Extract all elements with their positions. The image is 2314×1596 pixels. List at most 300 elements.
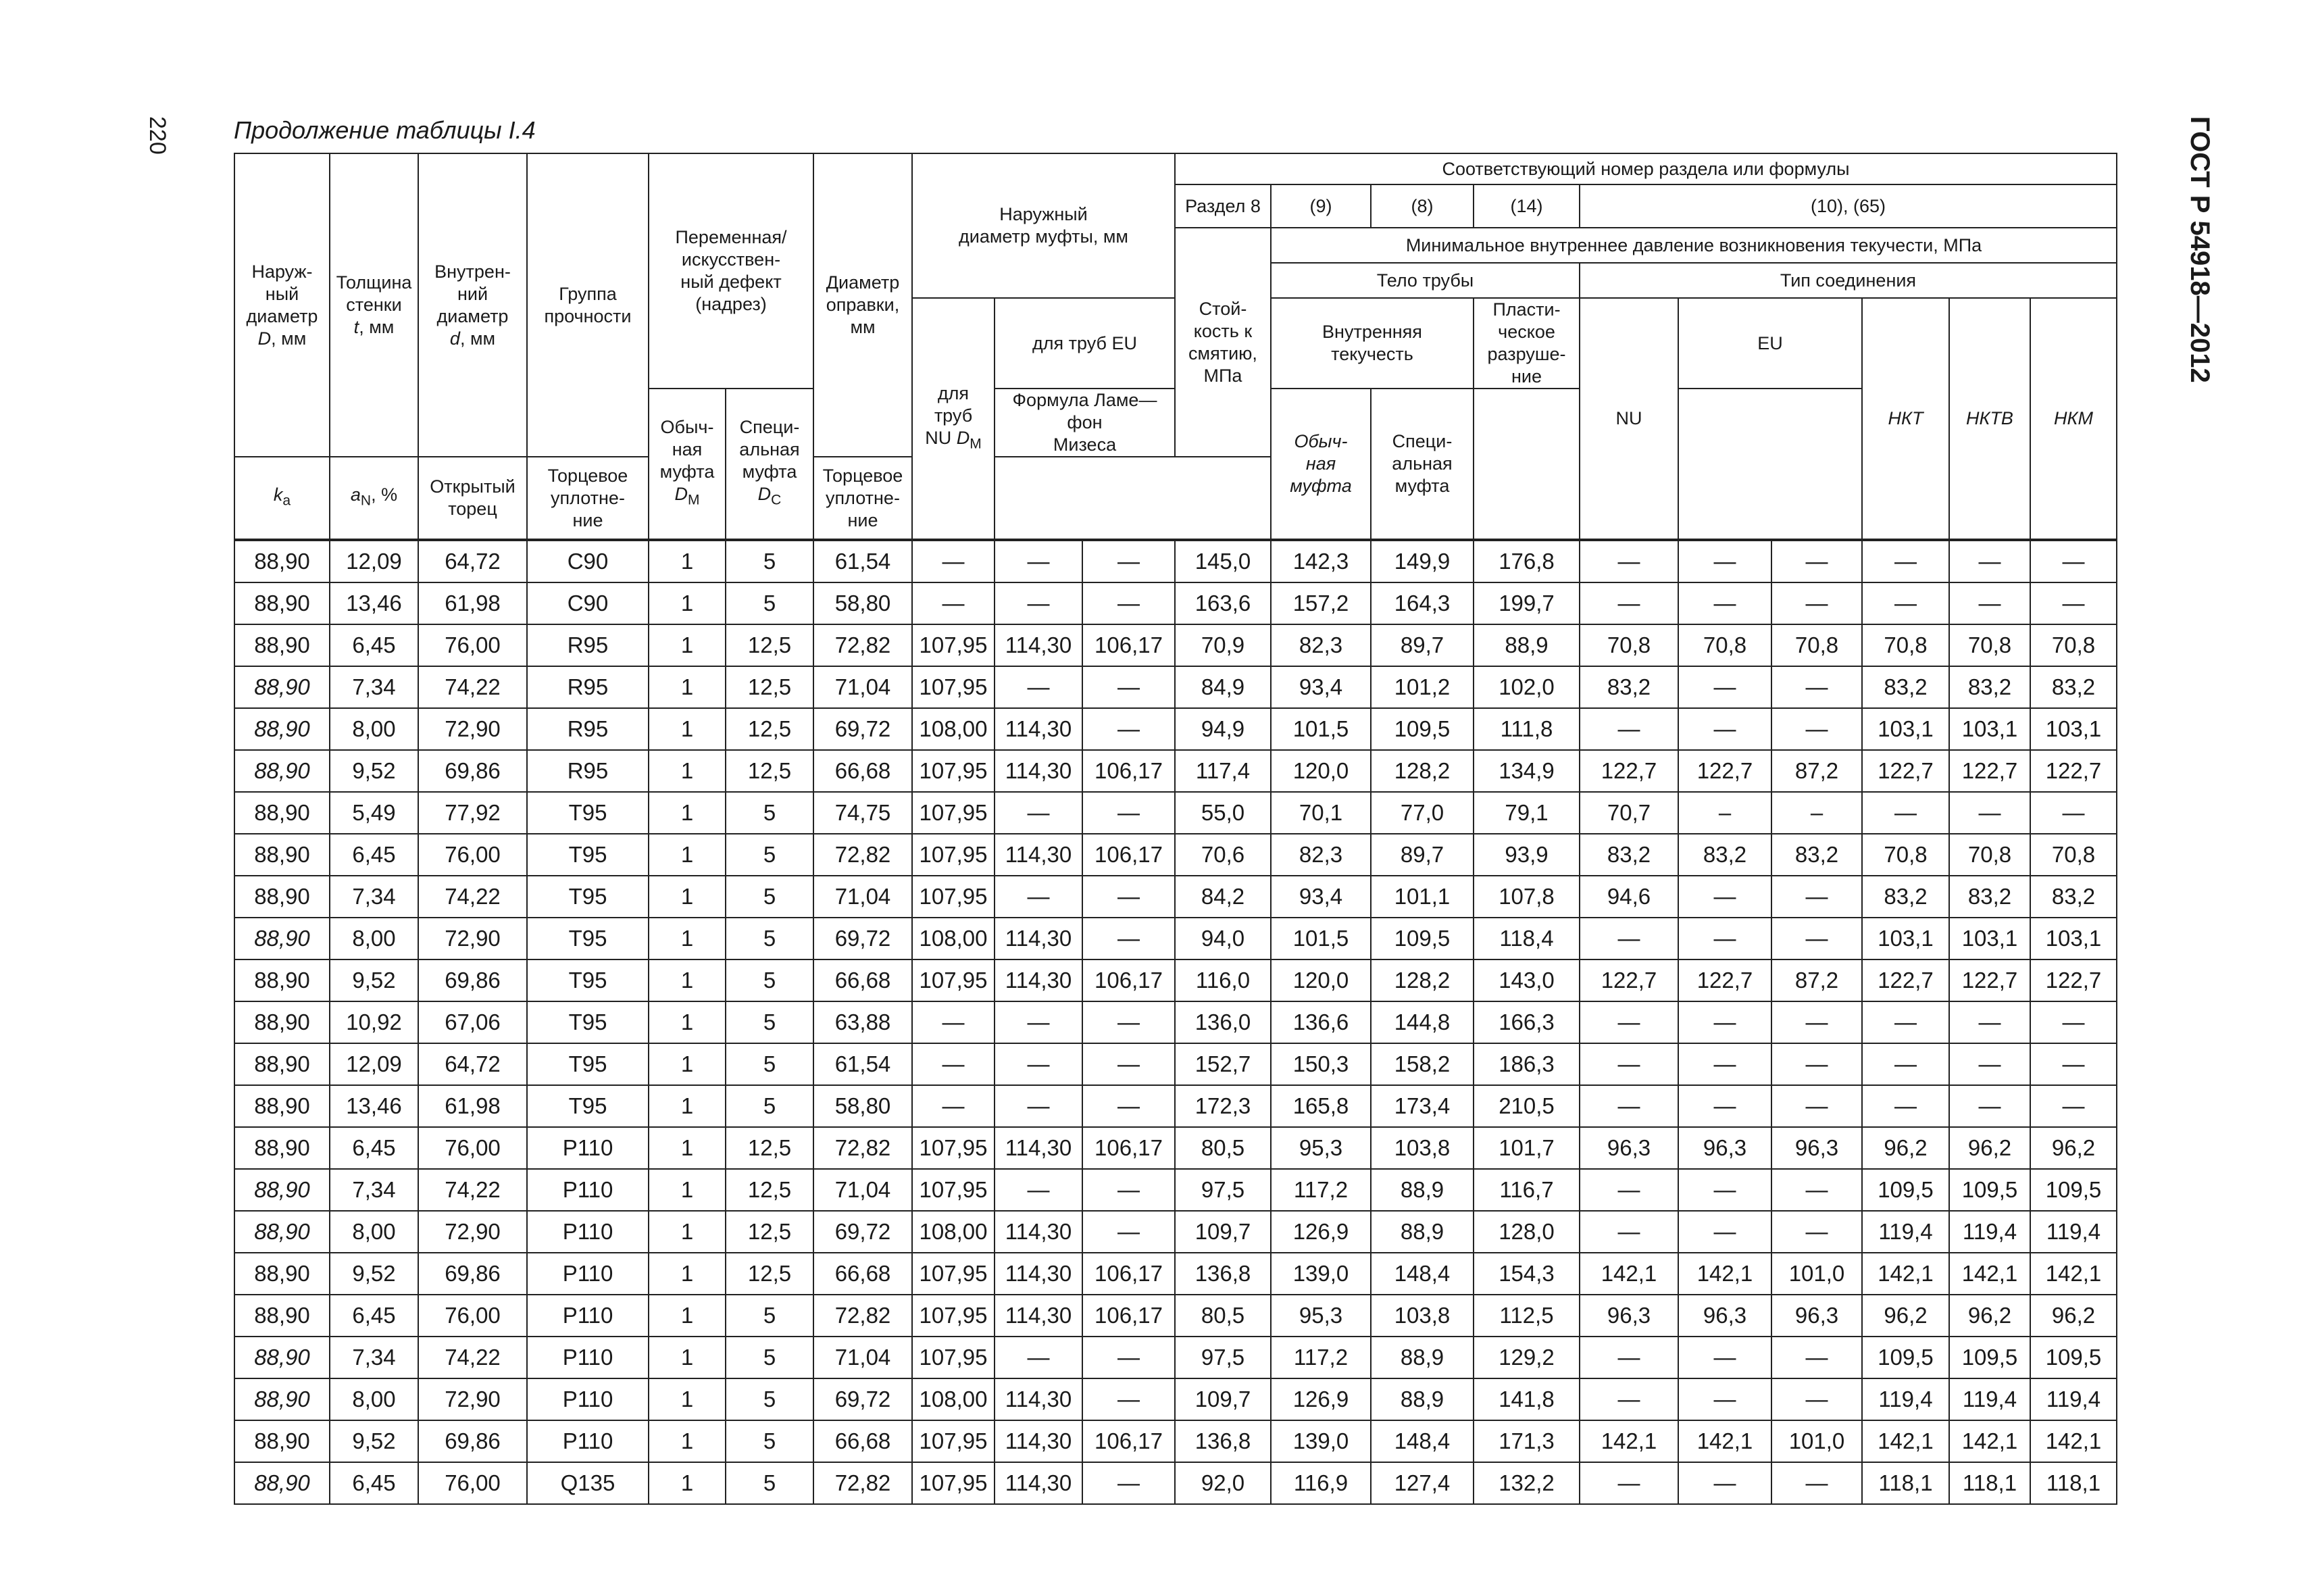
- table-cell: 118,1: [1862, 1462, 1949, 1504]
- hdr-formula-10-65: (10), (65): [1580, 184, 2117, 228]
- table-cell: 134,9: [1474, 750, 1580, 792]
- table-cell: —: [1771, 1462, 1862, 1504]
- table-cell: 107,95: [912, 1462, 995, 1504]
- table-cell: 172,3: [1175, 1085, 1271, 1127]
- table-cell: 106,17: [1082, 1253, 1175, 1295]
- table-cell: 6,45: [330, 1127, 418, 1169]
- table-cell: T95: [527, 1001, 649, 1043]
- table-cell: 145,0: [1175, 540, 1271, 582]
- table-row: [234, 876, 2117, 918]
- table-cell: 83,2: [1949, 876, 2030, 918]
- table-cell: 114,30: [995, 1253, 1082, 1295]
- table-cell: 8,00: [330, 1378, 418, 1420]
- table-cell: 1: [649, 1462, 726, 1504]
- table-cell: 129,2: [1474, 1337, 1580, 1378]
- table-cell: 119,4: [1862, 1211, 1949, 1253]
- table-cell: 88,90: [234, 1420, 330, 1462]
- table-cell: 83,2: [1580, 834, 1678, 876]
- table-cell: 5: [726, 792, 813, 834]
- table-cell: 88,90: [234, 582, 330, 624]
- table-cell: 5: [726, 1085, 813, 1127]
- table-cell: —: [1082, 876, 1175, 918]
- table-cell: 141,8: [1474, 1378, 1580, 1420]
- table-row: [234, 1043, 2117, 1085]
- table-cell: T95: [527, 1085, 649, 1127]
- table-cell: 9,52: [330, 750, 418, 792]
- table-cell: R95: [527, 750, 649, 792]
- table-cell: 116,7: [1474, 1169, 1580, 1211]
- table-cell: 106,17: [1082, 750, 1175, 792]
- table-cell: 95,3: [1271, 1295, 1371, 1337]
- table-cell: 117,2: [1271, 1169, 1371, 1211]
- table-cell: 103,1: [1949, 918, 2030, 959]
- table-cell: 143,0: [1474, 959, 1580, 1001]
- table-cell: 107,95: [912, 1127, 995, 1169]
- table-cell: 106,17: [1082, 1295, 1175, 1337]
- table-cell: —: [1082, 1462, 1175, 1504]
- table-cell: 109,5: [1949, 1337, 2030, 1378]
- hdr-collapse-resistance: Стой- кость к смятию, МПа: [1175, 228, 1271, 457]
- table-cell: 9,52: [330, 959, 418, 1001]
- table-row: [234, 666, 2117, 708]
- table-cell: 107,95: [912, 959, 995, 1001]
- hdr-eu-regular: Обыч- ная муфта: [1271, 389, 1371, 540]
- table-cell: 12,5: [726, 750, 813, 792]
- table-cell: —: [1580, 1462, 1678, 1504]
- table-cell: 107,95: [912, 1253, 995, 1295]
- hdr-wall-thickness: Толщина стенки t, мм: [330, 153, 418, 457]
- table-cell: —: [1580, 918, 1678, 959]
- table-cell: 80,5: [1175, 1127, 1271, 1169]
- table-cell: —: [1771, 918, 1862, 959]
- table-cell: —: [1580, 1001, 1678, 1043]
- table-cell: 101,1: [1371, 876, 1474, 918]
- table-cell: 1: [649, 708, 726, 750]
- table-cell: —: [995, 792, 1082, 834]
- table-cell: —: [1862, 1085, 1949, 1127]
- table-cell: 103,1: [1949, 708, 2030, 750]
- table-cell: —: [1949, 1043, 2030, 1085]
- table-cell: 72,82: [813, 1295, 912, 1337]
- table-cell: —: [1771, 1043, 1862, 1085]
- table-cell: 5: [726, 918, 813, 959]
- table-cell: C90: [527, 582, 649, 624]
- table-cell: 107,95: [912, 1169, 995, 1211]
- table-cell: —: [1678, 540, 1771, 582]
- table-cell: 142,1: [1949, 1253, 2030, 1295]
- table-cell: 94,6: [1580, 876, 1678, 918]
- table-cell: 13,46: [330, 1085, 418, 1127]
- table-cell: 103,1: [2030, 918, 2117, 959]
- table-cell: –: [1678, 792, 1771, 834]
- table-cell: 10,92: [330, 1001, 418, 1043]
- table-cell: 157,2: [1271, 582, 1371, 624]
- table-cell: 109,5: [1371, 918, 1474, 959]
- table-cell: 5: [726, 1420, 813, 1462]
- table-cell: 5: [726, 540, 813, 582]
- table-cell: T95: [527, 876, 649, 918]
- table-cell: 106,17: [1082, 834, 1175, 876]
- table-cell: 1: [649, 1001, 726, 1043]
- table-cell: 107,95: [912, 876, 995, 918]
- table-cell: 116,9: [1271, 1462, 1371, 1504]
- table-cell: 122,7: [2030, 959, 2117, 1001]
- table-cell: 152,7: [1175, 1043, 1271, 1085]
- table-cell: —: [1771, 1211, 1862, 1253]
- hdr-inner-diameter: Внутрен- ний диаметр d, мм: [418, 153, 527, 457]
- table-cell: 74,22: [418, 876, 527, 918]
- table-cell: —: [1082, 1211, 1175, 1253]
- table-cell: —: [1678, 1337, 1771, 1378]
- hdr-outer-diameter: Наруж- ный диаметр D, мм: [234, 153, 330, 457]
- table-cell: 122,7: [1862, 959, 1949, 1001]
- table-row: [234, 540, 2117, 582]
- table-cell: —: [2030, 1043, 2117, 1085]
- table-cell: —: [1678, 1169, 1771, 1211]
- table-cell: —: [1580, 1085, 1678, 1127]
- table-cell: —: [1771, 1378, 1862, 1420]
- table-cell: 114,30: [995, 959, 1082, 1001]
- table-cell: 144,8: [1371, 1001, 1474, 1043]
- table-cell: P110: [527, 1127, 649, 1169]
- table-cell: C90: [527, 540, 649, 582]
- table-cell: 12,5: [726, 624, 813, 666]
- table-cell: 88,9: [1371, 1211, 1474, 1253]
- hdr-min-yield-pressure: Минимальное внутреннее давление возникновения текучести, МПа: [1271, 228, 2117, 263]
- table-cell: 126,9: [1271, 1211, 1371, 1253]
- table-cell: 109,5: [1862, 1337, 1949, 1378]
- table-cell: 114,30: [995, 1378, 1082, 1420]
- table-cell: 109,5: [1949, 1169, 2030, 1211]
- hdr-end-seal-lame: Торцевое уплотне- ние: [527, 457, 649, 540]
- table-cell: 72,90: [418, 708, 527, 750]
- hdr-section-formula: Соответствующий номер раздела или формулы: [1175, 153, 2117, 184]
- hdr-nktv: НКТВ: [1949, 298, 2030, 540]
- table-cell: —: [1580, 540, 1678, 582]
- table-cell: 94,0: [1175, 918, 1271, 959]
- table-cell: 88,90: [234, 1337, 330, 1378]
- table-cell: 109,7: [1175, 1211, 1271, 1253]
- table-cell: 12,5: [726, 1253, 813, 1295]
- table-cell: 69,72: [813, 708, 912, 750]
- table-cell: 88,90: [234, 834, 330, 876]
- table-cell: 61,54: [813, 540, 912, 582]
- table-cell: —: [2030, 1001, 2117, 1043]
- table-cell: —: [1580, 1169, 1678, 1211]
- table-cell: 7,34: [330, 876, 418, 918]
- table-cell: 71,04: [813, 1337, 912, 1378]
- table-cell: 58,80: [813, 1085, 912, 1127]
- standard-code: ГОСТ Р 54918—2012: [2185, 116, 2215, 383]
- table-cell: 107,95: [912, 666, 995, 708]
- table-cell: 64,72: [418, 540, 527, 582]
- table-cell: 101,7: [1474, 1127, 1580, 1169]
- table-cell: 106,17: [1082, 624, 1175, 666]
- table-cell: —: [995, 1001, 1082, 1043]
- table-frame: [234, 153, 2116, 1505]
- table-row: [234, 750, 2117, 792]
- table-row: [234, 1462, 2117, 1504]
- table-cell: 12,09: [330, 540, 418, 582]
- table-cell: 107,95: [912, 792, 995, 834]
- table-cell: 1: [649, 582, 726, 624]
- table-cell: 88,90: [234, 1043, 330, 1085]
- table-cell: 71,04: [813, 666, 912, 708]
- table-cell: 8,00: [330, 918, 418, 959]
- table-cell: —: [1082, 918, 1175, 959]
- table-cell: 142,1: [1862, 1253, 1949, 1295]
- table-cell: 84,2: [1175, 876, 1271, 918]
- table-cell: —: [1082, 1169, 1175, 1211]
- table-cell: 70,8: [1771, 624, 1862, 666]
- table-cell: 109,7: [1175, 1378, 1271, 1420]
- table-cell: P110: [527, 1211, 649, 1253]
- table-cell: 107,95: [912, 624, 995, 666]
- table-cell: —: [1082, 582, 1175, 624]
- table-cell: 88,90: [234, 540, 330, 582]
- table-cell: P110: [527, 1169, 649, 1211]
- table-cell: —: [1580, 1378, 1678, 1420]
- table-cell: 5,49: [330, 792, 418, 834]
- table-cell: P110: [527, 1337, 649, 1378]
- table-cell: —: [1678, 582, 1771, 624]
- table-cell: —: [2030, 582, 2117, 624]
- table-cell: 84,9: [1175, 666, 1271, 708]
- table-cell: 72,90: [418, 918, 527, 959]
- table-cell: 114,30: [995, 1127, 1082, 1169]
- table-cell: —: [912, 1043, 995, 1085]
- table-cell: —: [2030, 540, 2117, 582]
- table-cell: 176,8: [1474, 540, 1580, 582]
- table-cell: 96,2: [2030, 1127, 2117, 1169]
- hdr-ka: $k_a$: [234, 457, 330, 540]
- table-cell: T95: [527, 834, 649, 876]
- table-cell: 6,45: [330, 1295, 418, 1337]
- table-row: [234, 1169, 2117, 1211]
- table-cell: —: [995, 1085, 1082, 1127]
- table-cell: —: [1678, 918, 1771, 959]
- table-cell: 126,9: [1271, 1378, 1371, 1420]
- table-cell: 5: [726, 1295, 813, 1337]
- table-cell: 12,09: [330, 1043, 418, 1085]
- table-cell: 103,1: [1862, 708, 1949, 750]
- table-cell: 79,1: [1474, 792, 1580, 834]
- table-cell: 1: [649, 834, 726, 876]
- table-cell: 107,8: [1474, 876, 1580, 918]
- table-row: [234, 1001, 2117, 1043]
- table-cell: 83,2: [1949, 666, 2030, 708]
- table-cell: 128,2: [1371, 959, 1474, 1001]
- table-cell: 88,90: [234, 876, 330, 918]
- table-cell: 103,1: [2030, 708, 2117, 750]
- table-cell: 114,30: [995, 750, 1082, 792]
- table-cell: 5: [726, 1337, 813, 1378]
- hdr-mandrel-diameter: Диаметр оправки, мм: [813, 153, 912, 457]
- table-cell: 66,68: [813, 1253, 912, 1295]
- table-cell: 142,1: [1678, 1420, 1771, 1462]
- hdr-nkt: НКТ: [1862, 298, 1949, 540]
- table-cell: 88,90: [234, 624, 330, 666]
- table-cell: 101,0: [1771, 1253, 1862, 1295]
- table-cell: 5: [726, 1462, 813, 1504]
- table-cell: 1: [649, 1127, 726, 1169]
- table-cell: 132,2: [1474, 1462, 1580, 1504]
- table-cell: 101,0: [1771, 1420, 1862, 1462]
- table-cell: 70,8: [2030, 624, 2117, 666]
- table-cell: 82,3: [1271, 834, 1371, 876]
- table-cell: 103,1: [1862, 918, 1949, 959]
- table-cell: 88,90: [234, 1169, 330, 1211]
- hdr-plastic-failure: Пласти- ческое разруше- ние: [1474, 298, 1580, 389]
- table-cell: 58,80: [813, 582, 912, 624]
- table-cell: 148,4: [1371, 1420, 1474, 1462]
- table-cell: —: [1580, 1211, 1678, 1253]
- hdr-section8: Раздел 8: [1175, 184, 1271, 228]
- table-cell: 71,04: [813, 1169, 912, 1211]
- table-cell: 76,00: [418, 834, 527, 876]
- table-cell: Q135: [527, 1462, 649, 1504]
- table-cell: —: [1678, 1085, 1771, 1127]
- table-cell: 96,2: [2030, 1295, 2117, 1337]
- table-cell: 154,3: [1474, 1253, 1580, 1295]
- table-cell: 70,9: [1175, 624, 1271, 666]
- table-cell: —: [1082, 1001, 1175, 1043]
- table-cell: —: [1580, 1043, 1678, 1085]
- table-cell: 76,00: [418, 1462, 527, 1504]
- table-cell: —: [995, 1043, 1082, 1085]
- table-cell: 7,34: [330, 666, 418, 708]
- table-cell: —: [1862, 1043, 1949, 1085]
- table-cell: 70,6: [1175, 834, 1271, 876]
- hdr-eu-special: Специ- альная муфта: [1371, 389, 1474, 540]
- table-cell: 149,9: [1371, 540, 1474, 582]
- table-cell: 119,4: [2030, 1378, 2117, 1420]
- hdr-strength-group: Группа прочности: [527, 153, 649, 457]
- hdr-pipe-body: Тело трубы: [1271, 263, 1580, 298]
- table-cell: 122,7: [1862, 750, 1949, 792]
- table-cell: 111,8: [1474, 708, 1580, 750]
- table-cell: 164,3: [1371, 582, 1474, 624]
- table-cell: —: [912, 1085, 995, 1127]
- hdr-nu-pipes: для труб NU $D_M$: [912, 298, 995, 540]
- table-cell: 5: [726, 834, 813, 876]
- table-cell: 142,1: [1678, 1253, 1771, 1295]
- table-cell: 12,5: [726, 666, 813, 708]
- table-cell: 74,22: [418, 666, 527, 708]
- table-cell: 119,4: [1862, 1378, 1949, 1420]
- table-cell: 77,92: [418, 792, 527, 834]
- table-cell: 117,4: [1175, 750, 1271, 792]
- table-cell: —: [1580, 708, 1678, 750]
- table-cell: —: [912, 1001, 995, 1043]
- table-cell: 108,00: [912, 708, 995, 750]
- table-cell: 136,8: [1175, 1420, 1271, 1462]
- table-cell: 122,7: [1580, 750, 1678, 792]
- table-cell: —: [1580, 1337, 1678, 1378]
- table-cell: —: [1771, 1085, 1862, 1127]
- table-row: [234, 792, 2117, 834]
- table-cell: 92,0: [1175, 1462, 1271, 1504]
- table-cell: 114,30: [995, 624, 1082, 666]
- table-cell: 72,90: [418, 1378, 527, 1420]
- table-cell: 103,8: [1371, 1295, 1474, 1337]
- table-cell: 9,52: [330, 1253, 418, 1295]
- table-cell: 114,30: [995, 1462, 1082, 1504]
- table-cell: 12,5: [726, 1127, 813, 1169]
- table-cell: 88,90: [234, 792, 330, 834]
- table-cell: 88,9: [1371, 1337, 1474, 1378]
- table-cell: 128,0: [1474, 1211, 1580, 1253]
- table-cell: 107,95: [912, 834, 995, 876]
- table-cell: 83,2: [2030, 876, 2117, 918]
- table-cell: 136,0: [1175, 1001, 1271, 1043]
- table-cell: 114,30: [995, 1420, 1082, 1462]
- table-cell: 118,4: [1474, 918, 1580, 959]
- table-cell: 5: [726, 582, 813, 624]
- table-cell: 122,7: [1580, 959, 1678, 1001]
- table-cell: 1: [649, 624, 726, 666]
- table-cell: 1: [649, 959, 726, 1001]
- table-cell: —: [1678, 1043, 1771, 1085]
- table-cell: 1: [649, 540, 726, 582]
- hdr-formula-14: (14): [1474, 184, 1580, 228]
- table-cell: 1: [649, 1253, 726, 1295]
- table-cell: R95: [527, 708, 649, 750]
- table-cell: —: [1678, 1001, 1771, 1043]
- table-cell: —: [1862, 1001, 1949, 1043]
- table-cell: 1: [649, 1337, 726, 1378]
- table-cell: —: [1082, 1043, 1175, 1085]
- table-cell: 106,17: [1082, 959, 1175, 1001]
- table-cell: 96,3: [1580, 1127, 1678, 1169]
- table-cell: 63,88: [813, 1001, 912, 1043]
- table-cell: 117,2: [1271, 1337, 1371, 1378]
- table-cell: 93,4: [1271, 666, 1371, 708]
- hdr-connection-type: Тип соединения: [1580, 263, 2117, 298]
- table-cell: 122,7: [2030, 750, 2117, 792]
- table-cell: 163,6: [1175, 582, 1271, 624]
- hdr-formula-9: (9): [1271, 184, 1371, 228]
- table-cell: 142,1: [2030, 1253, 2117, 1295]
- hdr-eu-pipes: для труб EU: [995, 298, 1175, 389]
- table-cell: 119,4: [2030, 1211, 2117, 1253]
- table-cell: 108,00: [912, 1211, 995, 1253]
- table-cell: 142,1: [1580, 1253, 1678, 1295]
- hdr-coupling-outer-diameter: Наружный диаметр муфты, мм: [912, 153, 1175, 298]
- table-cell: 96,3: [1771, 1127, 1862, 1169]
- hdr-defect: Переменная/ искусствен- ный дефект (надрез): [649, 153, 813, 389]
- table-cell: 109,5: [1862, 1169, 1949, 1211]
- table-cell: 96,3: [1771, 1295, 1862, 1337]
- table-cell: 8,00: [330, 1211, 418, 1253]
- table-row: [234, 1378, 2117, 1420]
- table-cell: 69,86: [418, 1253, 527, 1295]
- table-cell: 72,82: [813, 1462, 912, 1504]
- table-cell: 107,95: [912, 1420, 995, 1462]
- table-cell: 12,5: [726, 1211, 813, 1253]
- table-cell: 82,3: [1271, 624, 1371, 666]
- table-cell: 142,3: [1271, 540, 1371, 582]
- table-cell: 61,98: [418, 582, 527, 624]
- table-cell: 88,90: [234, 1127, 330, 1169]
- table-cell: 70,8: [1862, 834, 1949, 876]
- table-cell: 66,68: [813, 750, 912, 792]
- table-row: [234, 708, 2117, 750]
- table-cell: 1: [649, 792, 726, 834]
- table-cell: 69,72: [813, 918, 912, 959]
- table-row: [234, 1211, 2117, 1253]
- table-cell: 70,8: [2030, 834, 2117, 876]
